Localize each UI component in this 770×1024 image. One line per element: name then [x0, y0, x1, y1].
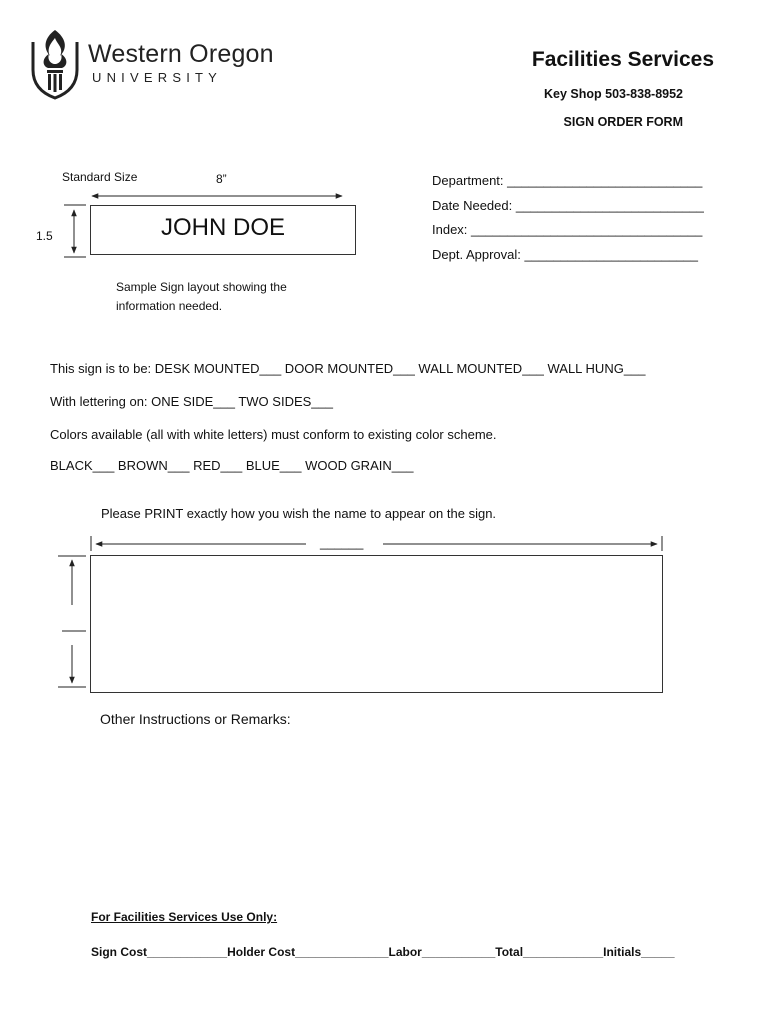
date-needed-field[interactable]: Date Needed: __________________________ [432, 198, 704, 213]
width-blank[interactable]: ______ [320, 535, 364, 550]
sample-width-label: 8” [216, 172, 227, 186]
brand-subtitle: UNIVERSITY [92, 70, 223, 85]
page-title: Facilities Services [531, 48, 714, 71]
office-use-heading: For Facilities Services Use Only: [91, 910, 278, 924]
remarks-label: Other Instructions or Remarks: [100, 711, 291, 727]
office-use-cost-line[interactable]: Sign Cost____________Holder Cost______________Labor___________Total____________Initials_____ [91, 945, 675, 959]
standard-size-label: Standard Size [62, 170, 138, 184]
sample-height-label: 1.5 [36, 229, 53, 243]
mounting-options[interactable]: This sign is to be: DESK MOUNTED___ DOOR MOUNTED___ WALL MOUNTED___ WALL HUNG___ [50, 361, 646, 376]
sign-name-entry-box[interactable] [90, 555, 663, 693]
key-shop-phone: Key Shop 503-838-8952 [544, 87, 683, 101]
colors-note: Colors available (all with white letters) must conform to existing color scheme. [50, 427, 497, 442]
department-field[interactable]: Department: ___________________________ [432, 173, 703, 188]
index-field[interactable]: Index: ________________________________ [432, 222, 703, 237]
torch-shield-logo-icon [30, 28, 80, 100]
brand-name: Western Oregon [88, 40, 274, 68]
dept-approval-field[interactable]: Dept. Approval: ________________________ [432, 247, 699, 262]
form-name: SIGN ORDER FORM [563, 115, 683, 129]
sample-caption-line2: information needed. [116, 299, 223, 313]
sample-sign-name: JOHN DOE [160, 214, 285, 241]
color-options[interactable]: BLACK___ BROWN___ RED___ BLUE___ WOOD GRAIN___ [50, 458, 414, 473]
print-instruction: Please PRINT exactly how you wish the name to appear on the sign. [101, 506, 497, 521]
lettering-options[interactable]: With lettering on: ONE SIDE___ TWO SIDES___ [50, 394, 333, 409]
sample-caption-line1: Sample Sign layout showing the [116, 280, 287, 294]
